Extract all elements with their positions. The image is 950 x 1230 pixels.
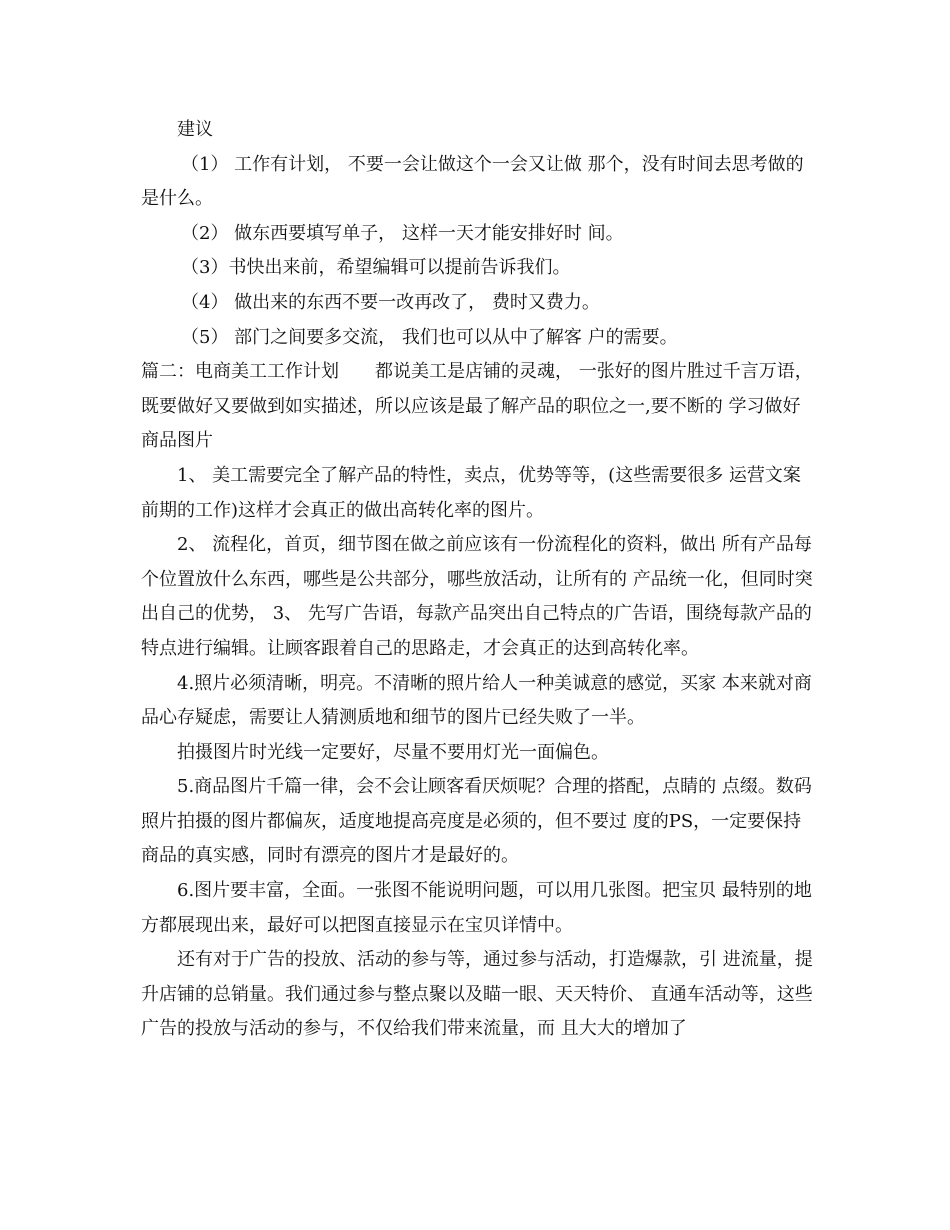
document-body xyxy=(141,113,813,1047)
suggestion-3: （3）书快出来前，希望编辑可以提前告诉我们。 xyxy=(181,257,571,279)
section-two-intro: 篇二：电商美工工作计划 都说美工是店铺的灵魂， 一张好的图片胜过千言万语， 既要做好又要做到如实描述，所以应该是最了解产品的职位之一,要不断的 学习做好商品图片 xyxy=(141,361,813,452)
heading-suggestions: 建议 xyxy=(177,119,213,140)
plan-item-6: 6.图片要丰富，全面。一张图不能说明问题，可以用几张图。把宝贝 最特别的地方都展现出来，最好可以把图直接显示在宝贝详情中。 xyxy=(141,880,812,936)
suggestion-4: （4） 做出来的东西不要一改再改了， 费时又费力。 xyxy=(181,291,600,313)
suggestion-1: （1） 工作有计划， 不要一会让做这个一会又让做 那个，没有时间去思考做的是什么。 xyxy=(141,153,804,210)
plan-item-5: 5.商品图片千篇一律，会不会让顾客看厌烦呢？合理的搭配，点睛的 点缀。数码照片拍摄的图片都偏灰，适度地提高亮度是必须的，但不要过 度的PS，一定要保持商品的真实感，同时有漂亮的图片才是最好的。 xyxy=(141,776,812,867)
promotion-paragraph: 还有对于广告的投放、活动的参与等，通过参与活动，打造爆款，引 进流量，提升店铺的总销量。我们通过参与整点聚以及瞄一眼、天天特价、 直通车活动等，这些广告的投放与活动的参与，不仅给我们带来流量，而 且大大的增加了 xyxy=(141,949,813,1040)
suggestion-2: （2） 做东西要填写单子， 这样一天才能安排好时 间。 xyxy=(181,222,624,244)
plan-item-4-note: 拍摄图片时光线一定要好，尽量不要用灯光一面偏色。 xyxy=(177,741,609,763)
suggestion-5: （5） 部门之间要多交流， 我们也可以从中了解客 户的需要。 xyxy=(181,326,678,348)
plan-item-2-3: 2、 流程化，首页，细节图在做之前应该有一份流程化的资料，做出 所有产品每个位置放什么东西，哪些是公共部分，哪些放活动，让所有的 产品统一化，但同时突出自己的优势， 3、 先写广告语，每款产品突出自己特点的广告语，围绕每款产品的 特点进行编辑。让顾客跟着自己的思路走，才会真正的达到高转化率。 xyxy=(141,534,813,659)
plan-item-4: 4.照片必须清晰，明亮。不清晰的照片给人一种美诚意的感觉，买家 本来就对商品心存疑虑，需要让人猜测质地和细节的图片已经失败了一半。 xyxy=(141,672,812,729)
plan-item-1: 1、 美工需要完全了解产品的特性，卖点，优势等等，(这些需要很多 运营文案前期的工作)这样才会真正的做出高转化率的图片。 xyxy=(141,464,801,521)
